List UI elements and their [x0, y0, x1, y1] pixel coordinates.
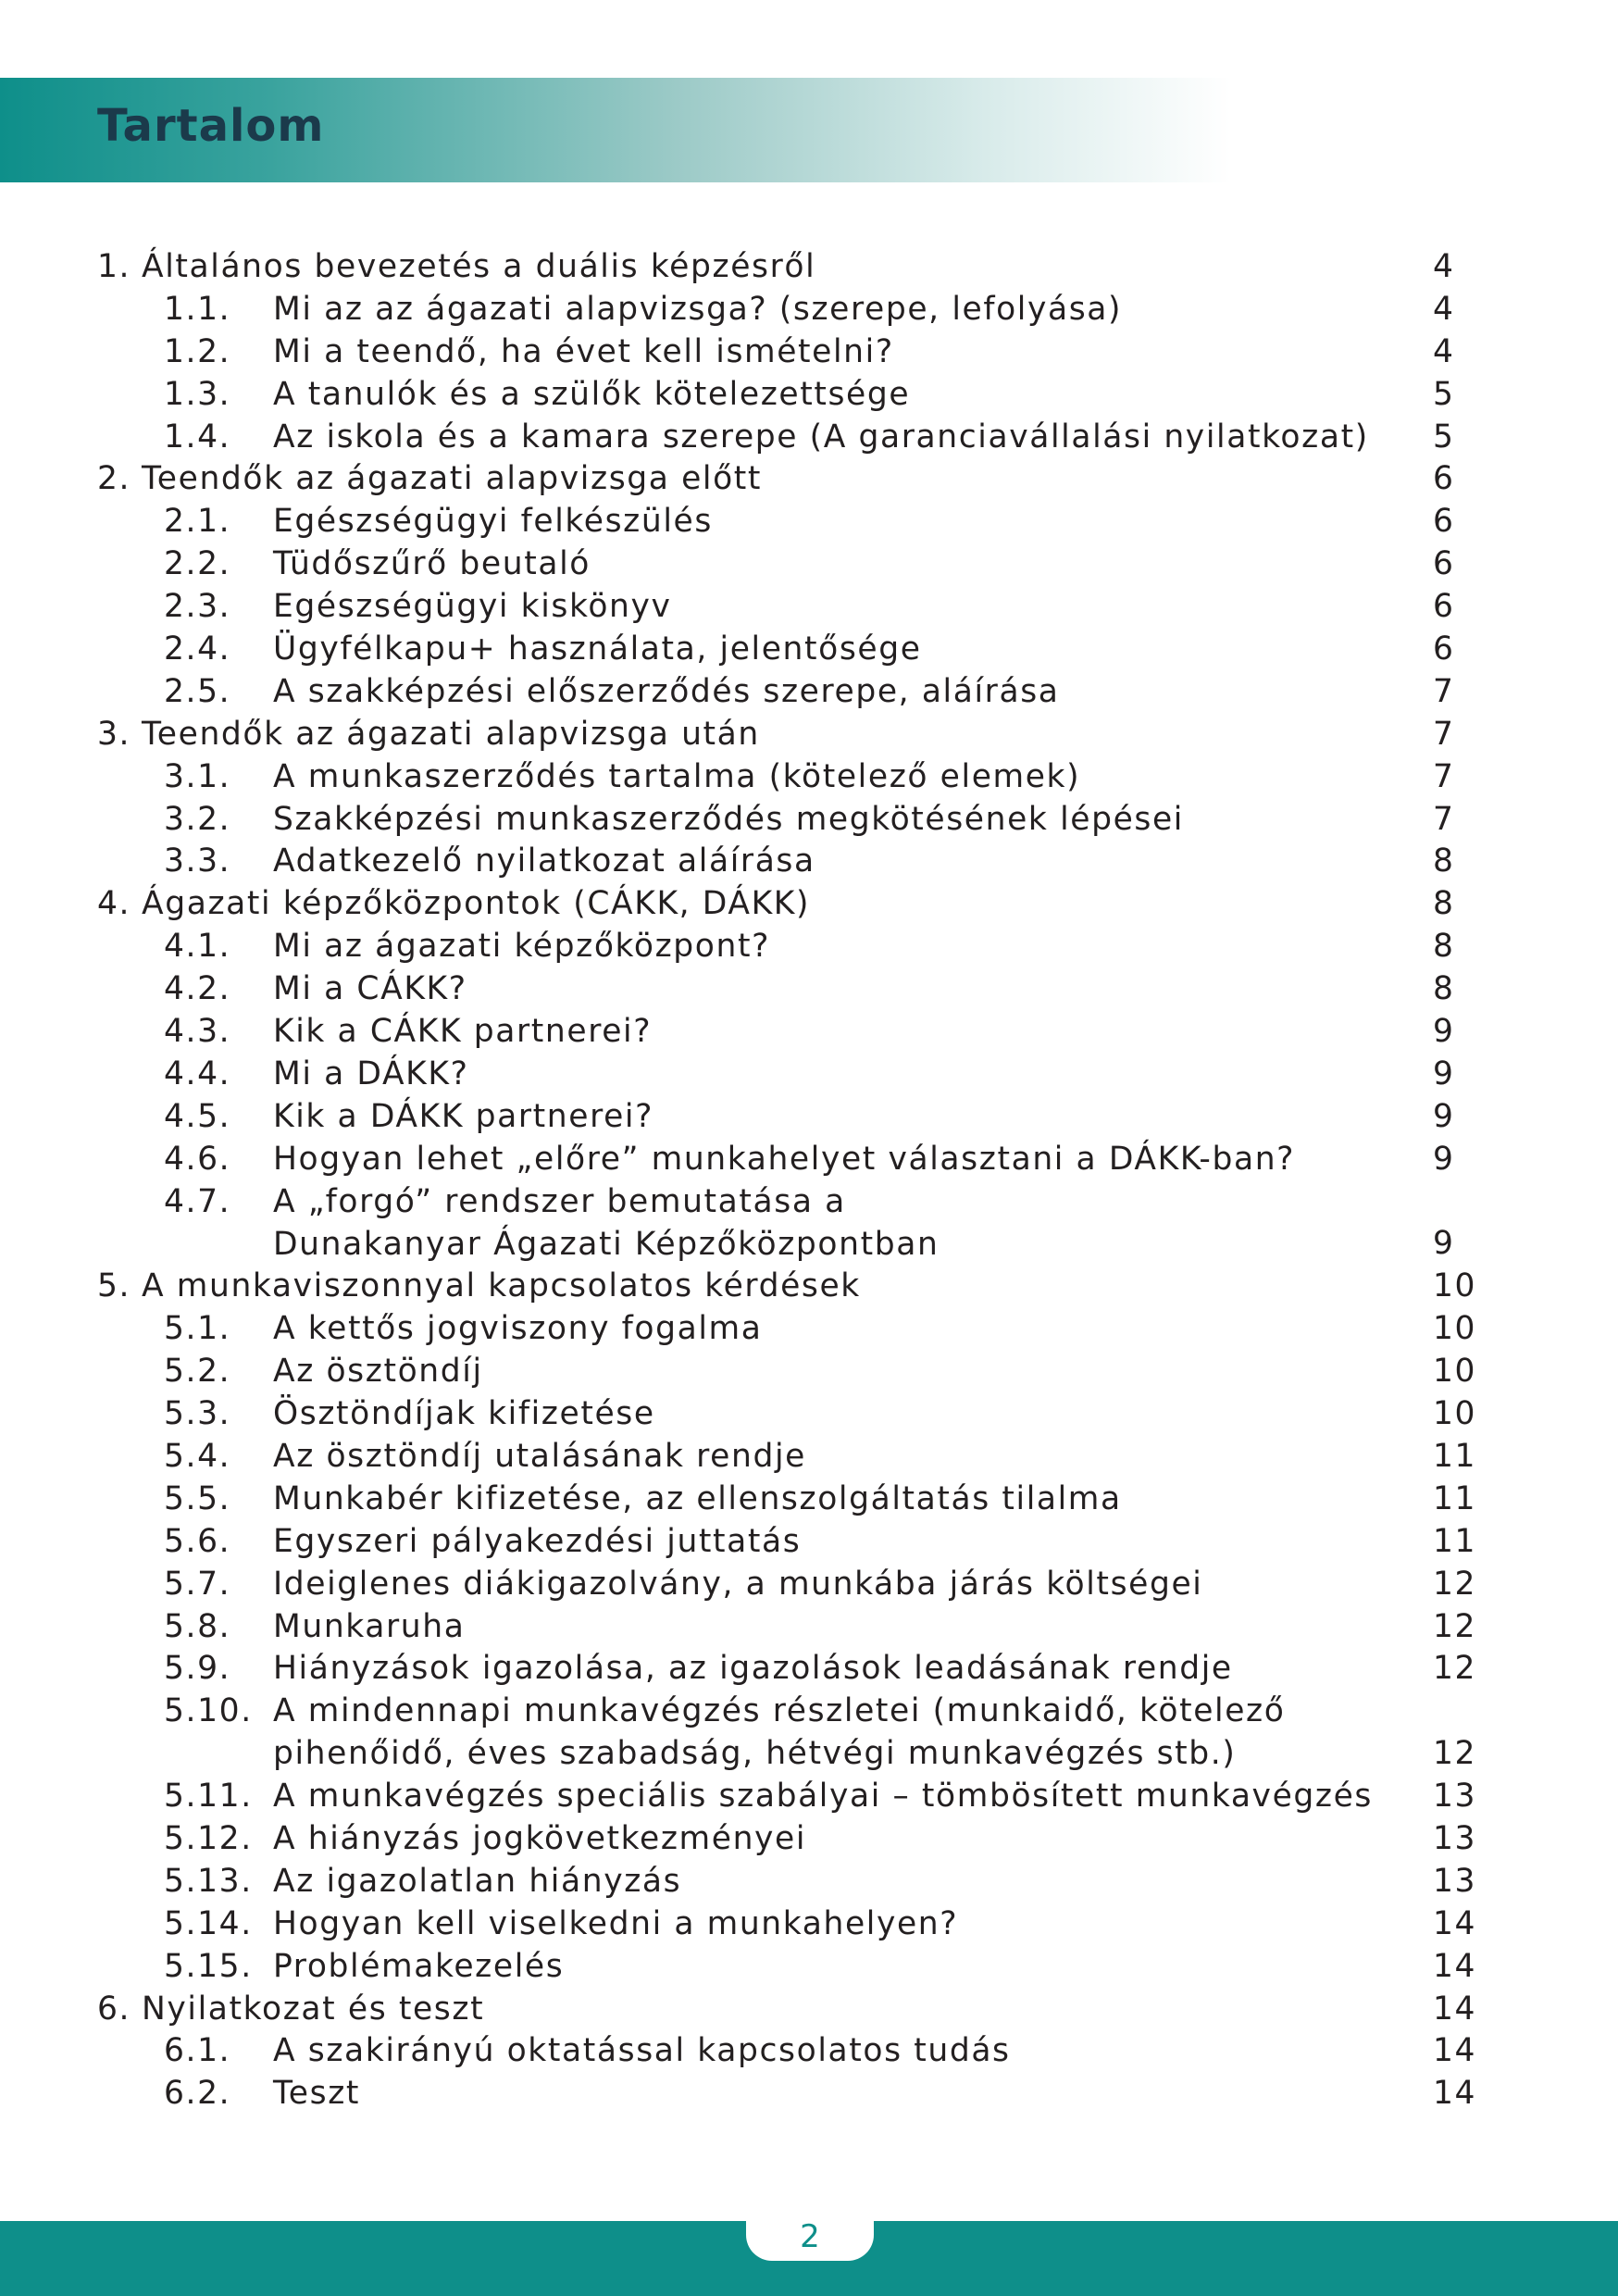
- toc-number: 5.3.: [164, 1395, 231, 1433]
- toc-page-number: 9: [1433, 1225, 1455, 1263]
- toc-number: 5.12.: [164, 1819, 253, 1857]
- toc-number: 6.2.: [164, 2075, 231, 2113]
- toc-title: [273, 1054, 469, 1096]
- toc-number: 6.1.: [164, 2032, 231, 2070]
- toc-title-line: Kik a CÁKK partnerei?: [273, 1013, 653, 1051]
- toc-title-line: Nyilatkozat és teszt: [142, 1990, 485, 2028]
- toc-title-line: Az iskola és a kamara szerepe (A garanciavállalási nyilatkozat): [273, 418, 1369, 455]
- toc-title-line: Egyszeri pályakezdési juttatás: [273, 1522, 802, 1560]
- toc-title: [273, 1479, 1122, 1521]
- toc-title: [273, 629, 922, 671]
- toc-number: 5.: [97, 1267, 131, 1305]
- toc-title: [273, 1393, 655, 1436]
- toc-subsection[interactable]: [97, 1436, 1477, 1479]
- toc-title-line: Hogyan kell viselkedni a munkahelyen?: [273, 1904, 959, 1942]
- toc-title-line: Egészségügyi felkészülés: [273, 503, 713, 541]
- toc-subsection[interactable]: [97, 968, 1472, 1011]
- page-number: 2: [800, 2218, 820, 2255]
- toc-title: [142, 1266, 861, 1308]
- toc-number: 5.1.: [164, 1310, 231, 1348]
- toc-title: [142, 714, 760, 756]
- toc-subsection[interactable]: [97, 1946, 1477, 1989]
- toc-page-number: 4: [1433, 332, 1455, 370]
- toc-title-line: Teendők az ágazati alapvizsga előtt: [142, 460, 763, 498]
- toc-subsection[interactable]: [97, 289, 1472, 331]
- toc-title: [273, 1436, 806, 1479]
- toc-page-number: 14: [1433, 1947, 1477, 1985]
- toc-title-line: pihenőidő, éves szabadság, hétvégi munkavégzés stb.): [273, 1735, 1237, 1773]
- toc-number: 2.: [97, 460, 131, 498]
- toc-page-number: 14: [1433, 1990, 1477, 2028]
- toc-title: [273, 1818, 806, 1861]
- toc-number: 4.4.: [164, 1054, 231, 1092]
- toc-title: [142, 246, 815, 289]
- toc-title-line: Ösztöndíjak kifizetése: [273, 1395, 655, 1433]
- toc-subsection[interactable]: [97, 756, 1472, 799]
- toc-page-number: 10: [1433, 1353, 1477, 1391]
- toc-subsection[interactable]: [97, 799, 1472, 842]
- toc-number: 5.14.: [164, 1904, 253, 1942]
- toc-title: [273, 1308, 763, 1351]
- toc-title-line: Hogyan lehet „előre” munkahelyet választani a DÁKK-ban?: [273, 1140, 1296, 1178]
- toc-subsection[interactable]: [97, 1776, 1477, 1818]
- toc-title: [273, 841, 815, 883]
- toc-subsection[interactable]: [97, 1181, 1472, 1267]
- toc-number: 1.1.: [164, 290, 231, 328]
- toc-page-number: 7: [1433, 800, 1455, 838]
- toc-page-number: 5: [1433, 375, 1455, 413]
- toc-page-number: 7: [1433, 715, 1455, 753]
- toc-title-line: A hiányzás jogkövetkezményei: [273, 1819, 807, 1857]
- toc-subsection[interactable]: [97, 501, 1472, 543]
- toc-number: 5.11.: [164, 1778, 253, 1816]
- toc-page-number: 9: [1433, 1013, 1455, 1051]
- toc-page-number: 5: [1433, 418, 1455, 455]
- toc-title-line: Hiányzások igazolása, az igazolások leadásának rendje: [273, 1650, 1233, 1688]
- toc-number: 2.1.: [164, 503, 231, 541]
- toc-subsection[interactable]: [97, 1903, 1477, 1946]
- toc-number: 1.4.: [164, 418, 231, 455]
- toc-title: [273, 968, 467, 1011]
- toc-title: [273, 1564, 1202, 1606]
- toc-subsection[interactable]: [97, 543, 1472, 586]
- toc-title-line: A munkaviszonnyal kapcsolatos kérdések: [142, 1267, 861, 1305]
- toc-subsection[interactable]: [97, 1096, 1472, 1139]
- toc-subsection[interactable]: [97, 1606, 1477, 1649]
- toc-page-number: 14: [1433, 2075, 1477, 2113]
- toc-section[interactable]: [97, 246, 1472, 289]
- toc-page-number: 6: [1433, 630, 1455, 668]
- toc-title-line: Problémakezelés: [273, 1947, 565, 1985]
- toc-title-line: Munkabér kifizetése, az ellenszolgáltatás tilalma: [273, 1479, 1122, 1517]
- toc-subsection[interactable]: [97, 417, 1472, 459]
- toc-subsection[interactable]: [97, 1818, 1477, 1861]
- toc-title-line: Mi az ágazati képzőközpont?: [273, 928, 771, 966]
- toc-subsection[interactable]: [97, 2073, 1477, 2115]
- toc-number: 4.6.: [164, 1140, 231, 1178]
- toc-page-number: 9: [1433, 1097, 1455, 1135]
- toc-page-number: 13: [1433, 1862, 1477, 1900]
- toc-page-number: 13: [1433, 1778, 1477, 1816]
- toc-title-line: Mi az az ágazati alapvizsga? (szerepe, lefolyása): [273, 290, 1123, 328]
- toc-number: 2.2.: [164, 545, 231, 583]
- toc-number: 4.2.: [164, 970, 231, 1008]
- toc-subsection[interactable]: [97, 1011, 1472, 1054]
- toc-title-line: A mindennapi munkavégzés részletei (munkaidő, kötelező: [273, 1692, 1286, 1730]
- toc-page-number: 8: [1433, 842, 1455, 880]
- toc-title: [273, 2030, 1011, 2073]
- toc-title-line: Szakképzési munkaszerződés megkötésének lépései: [273, 800, 1184, 838]
- toc-page-number: 12: [1433, 1735, 1477, 1773]
- toc-page-number: 12: [1433, 1607, 1477, 1645]
- toc-number: 3.2.: [164, 800, 231, 838]
- toc-section[interactable]: [97, 1266, 1477, 1308]
- toc-number: 4.5.: [164, 1097, 231, 1135]
- toc-title: [273, 417, 1369, 459]
- page-title: Tartalom: [97, 100, 325, 152]
- toc-title: [273, 926, 770, 968]
- toc-number: 5.9.: [164, 1650, 231, 1688]
- toc-title-line: Egészségügyi kiskönyv: [273, 588, 672, 626]
- toc-number: 5.7.: [164, 1565, 231, 1603]
- toc-title: [273, 289, 1122, 331]
- toc-title: [273, 1351, 483, 1393]
- toc-number: 4.7.: [164, 1182, 231, 1220]
- toc-number: 3.3.: [164, 842, 231, 880]
- toc-title: [273, 1521, 801, 1564]
- toc-subsection[interactable]: [97, 1139, 1472, 1181]
- toc-number: 3.: [97, 715, 131, 753]
- toc-title-line: Kik a DÁKK partnerei?: [273, 1097, 654, 1135]
- toc-title-line: Ideiglenes diákigazolvány, a munkába járás költségei: [273, 1565, 1203, 1603]
- toc-title: [273, 1776, 1373, 1818]
- toc-title-line: A munkavégzés speciális szabályai – tömbösített munkavégzés: [273, 1778, 1374, 1816]
- toc-page-number: 6: [1433, 545, 1455, 583]
- toc-subsection[interactable]: [97, 1691, 1477, 1776]
- toc-number: 5.10.: [164, 1692, 253, 1730]
- toc-subsection[interactable]: [97, 586, 1472, 629]
- toc-subsection[interactable]: [97, 926, 1472, 968]
- toc-title: [273, 501, 713, 543]
- toc-subsection[interactable]: [97, 1308, 1477, 1351]
- toc-title: [142, 883, 810, 926]
- toc-title: [273, 1011, 652, 1054]
- toc-title: [273, 1606, 465, 1649]
- toc-page-number: 6: [1433, 503, 1455, 541]
- toc-page-number: 11: [1433, 1437, 1477, 1475]
- table-of-contents: [97, 246, 1477, 2115]
- toc-title: [273, 2073, 360, 2115]
- toc-title-line: Dunakanyar Ágazati Képzőközpontban: [273, 1225, 940, 1263]
- toc-title: [273, 543, 591, 586]
- toc-number: 5.15.: [164, 1947, 253, 1985]
- toc-title: [273, 756, 1080, 799]
- toc-page-number: 9: [1433, 1140, 1455, 1178]
- toc-subsection[interactable]: [97, 2030, 1477, 2073]
- toc-subsection[interactable]: [97, 1054, 1472, 1096]
- toc-title-line: Az ösztöndíj: [273, 1353, 483, 1391]
- toc-page-number: 12: [1433, 1650, 1477, 1688]
- toc-page-number: 8: [1433, 928, 1455, 966]
- toc-number: 1.2.: [164, 332, 231, 370]
- toc-title-line: Tüdőszűrő beutaló: [273, 545, 591, 583]
- toc-number: 2.5.: [164, 672, 231, 710]
- toc-subsection[interactable]: [97, 1479, 1477, 1521]
- toc-page-number: 14: [1433, 1904, 1477, 1942]
- toc-title-line: Az igazolatlan hiányzás: [273, 1862, 682, 1900]
- toc-subsection[interactable]: [97, 629, 1472, 671]
- toc-title: [273, 1181, 939, 1267]
- toc-title-line: Teendők az ágazati alapvizsga után: [142, 715, 760, 753]
- toc-page-number: 13: [1433, 1819, 1477, 1857]
- toc-subsection[interactable]: [97, 1861, 1477, 1903]
- toc-page-number: 11: [1433, 1522, 1477, 1560]
- toc-title: [273, 1648, 1233, 1691]
- toc-subsection[interactable]: [97, 1393, 1477, 1436]
- toc-title: [273, 1861, 681, 1903]
- toc-title-line: Általános bevezetés a duális képzésről: [142, 248, 816, 285]
- toc-number: 5.8.: [164, 1607, 231, 1645]
- toc-title-line: A szakképzési előszerződés szerepe, aláírása: [273, 672, 1060, 710]
- toc-number: 3.1.: [164, 757, 231, 795]
- toc-title: [273, 1903, 958, 1946]
- toc-page-number: 9: [1433, 1054, 1455, 1092]
- toc-title-line: Ágazati képzőközpontok (CÁKK, DÁKK): [142, 885, 811, 923]
- toc-subsection[interactable]: [97, 374, 1472, 417]
- toc-number: 1.3.: [164, 375, 231, 413]
- toc-number: 5.13.: [164, 1862, 253, 1900]
- toc-section[interactable]: [97, 883, 1472, 926]
- toc-title-line: Adatkezelő nyilatkozat aláírása: [273, 842, 815, 880]
- toc-page-number: 8: [1433, 970, 1455, 1008]
- toc-number: 2.4.: [164, 630, 231, 668]
- toc-number: 4.1.: [164, 928, 231, 966]
- toc-page-number: 7: [1433, 672, 1455, 710]
- toc-page-number: 11: [1433, 1479, 1477, 1517]
- toc-number: 2.3.: [164, 588, 231, 626]
- toc-title: [273, 1946, 564, 1989]
- toc-section[interactable]: [97, 458, 1472, 501]
- toc-title: [142, 1989, 484, 2031]
- toc-title: [273, 1096, 653, 1139]
- toc-title: [142, 458, 762, 501]
- toc-page-number: 6: [1433, 588, 1455, 626]
- toc-page-number: 10: [1433, 1310, 1477, 1348]
- toc-title: [273, 799, 1184, 842]
- toc-page-number: 7: [1433, 757, 1455, 795]
- toc-title-line: A „forgó” rendszer bemutatása a: [273, 1182, 846, 1220]
- toc-title: [273, 331, 894, 374]
- toc-section[interactable]: [97, 1989, 1477, 2031]
- toc-title-line: Mi a teendő, ha évet kell ismételni?: [273, 332, 894, 370]
- toc-title-line: Munkaruha: [273, 1607, 466, 1645]
- toc-title-line: Az ösztöndíj utalásának rendje: [273, 1437, 806, 1475]
- toc-number: 5.2.: [164, 1353, 231, 1391]
- toc-title: [273, 1691, 1285, 1776]
- toc-page-number: 4: [1433, 248, 1455, 285]
- toc-page-number: 4: [1433, 290, 1455, 328]
- toc-subsection[interactable]: [97, 1521, 1477, 1564]
- toc-title-line: A kettős jogviszony fogalma: [273, 1310, 763, 1348]
- toc-number: 5.6.: [164, 1522, 231, 1560]
- toc-number: 5.4.: [164, 1437, 231, 1475]
- toc-page-number: 10: [1433, 1267, 1477, 1305]
- toc-page-number: 6: [1433, 460, 1455, 498]
- toc-title: [273, 671, 1060, 714]
- toc-title-line: Teszt: [273, 2075, 361, 2113]
- toc-subsection[interactable]: [97, 1648, 1477, 1691]
- toc-title-line: A munkaszerződés tartalma (kötelező elemek): [273, 757, 1081, 795]
- toc-title: [273, 374, 910, 417]
- toc-number: 4.3.: [164, 1013, 231, 1051]
- toc-number: 4.: [97, 885, 131, 923]
- toc-number: 1.: [97, 248, 131, 285]
- toc-subsection[interactable]: [97, 1351, 1477, 1393]
- toc-page-number: 8: [1433, 885, 1455, 923]
- toc-section[interactable]: [97, 714, 1472, 756]
- toc-page-number: 12: [1433, 1565, 1477, 1603]
- toc-number: 5.5.: [164, 1479, 231, 1517]
- toc-title-line: Ügyfélkapu+ használata, jelentősége: [273, 630, 922, 668]
- toc-title-line: Mi a CÁKK?: [273, 970, 467, 1008]
- toc-title-line: Mi a DÁKK?: [273, 1054, 469, 1092]
- toc-subsection[interactable]: [97, 671, 1472, 714]
- toc-title: [273, 1139, 1295, 1181]
- toc-subsection[interactable]: [97, 1564, 1477, 1606]
- toc-title: [273, 586, 672, 629]
- toc-subsection[interactable]: [97, 331, 1472, 374]
- toc-page-number: 14: [1433, 2032, 1477, 2070]
- toc-subsection[interactable]: [97, 841, 1472, 883]
- toc-page-number: 10: [1433, 1395, 1477, 1433]
- toc-title-line: A tanulók és a szülők kötelezettsége: [273, 375, 911, 413]
- toc-number: 6.: [97, 1990, 131, 2028]
- toc-title-line: A szakirányú oktatással kapcsolatos tudás: [273, 2032, 1011, 2070]
